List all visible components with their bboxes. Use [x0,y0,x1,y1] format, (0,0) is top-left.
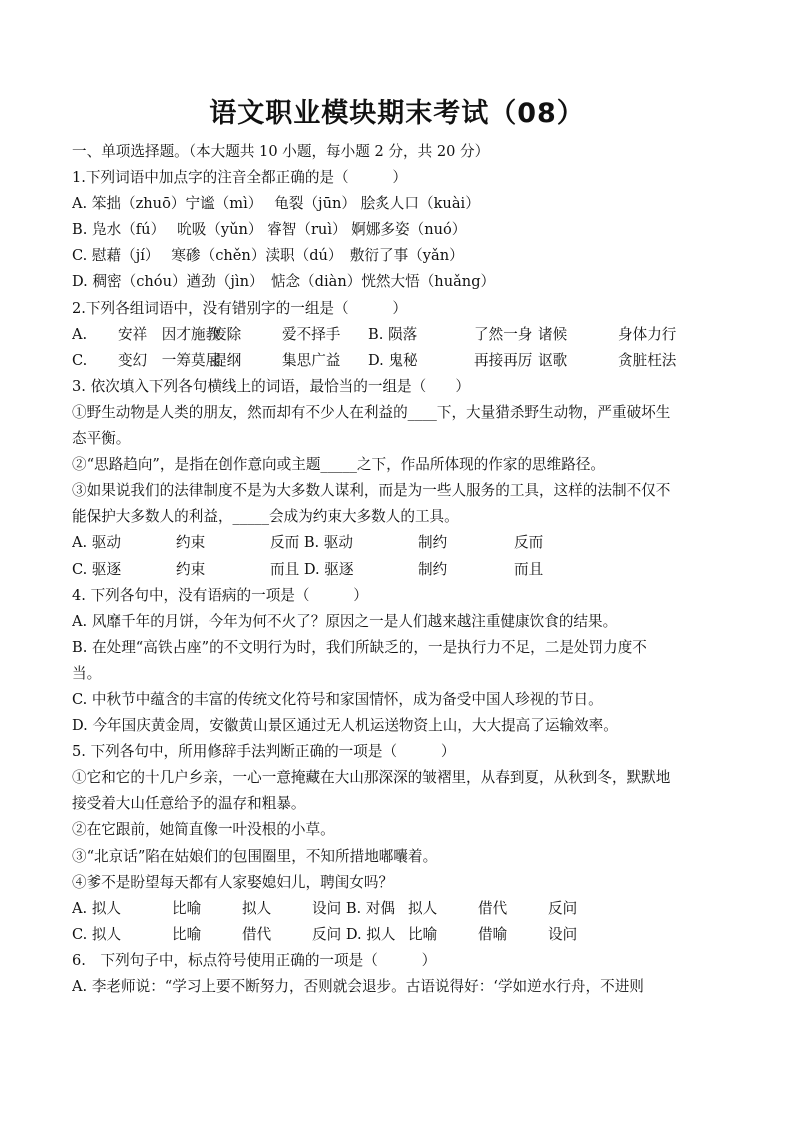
question-6-stem: 6. 下列句子中，标点符号使用正确的一项是（ ） [72,951,437,969]
option-cell: C. 驱逐 [72,560,122,578]
question-4-option-c: C. 中秋节中蕴含的丰富的传统文化符号和家国情怀，成为备受中国人珍视的节日。 [72,690,603,708]
option-cell: A. [72,325,88,343]
question-3-sentence-1: ①野生动物是人类的朋友，然而却有不少人在利益的____下，大量猎杀野生动物，严重破坏生 [72,403,671,421]
option-cell: 制约 [418,560,448,578]
option-cell: 借代 [478,899,508,917]
question-3-options-row-2 [72,557,722,583]
question-6-option-a: A. 李老师说：“学习上要不断努力，否则就会退步。古语说得好：‘学如逆水行舟，不进则 [72,978,644,995]
option-cell: 诸候 [538,325,568,343]
question-2-options-row-1 [72,322,722,348]
question-1-option-c: C. 慰藉（jí） 寒碜（chěn）渎职（dú） 敷衍了事（yǎn） [72,247,464,265]
option-cell: C. 拟人 [72,925,122,943]
option-cell: 再接再厉 [474,351,533,369]
question-5-sentence-2: ②在它跟前，她简直像一叶没根的小草。 [72,821,335,839]
option-cell: 讴歌 [538,351,568,369]
question-3-sentence-1-cont: 态平衡。 [72,430,131,448]
question-3-sentence-3-cont: 能保护大多数人的利益，_____会成为约束大多数人的工具。 [72,508,459,526]
option-cell: 反问 [548,899,578,917]
question-4-option-d: D. 今年国庆黄金周，安徽黄山景区通过无人机运送物资上山，大大提高了运输效率。 [72,717,618,735]
option-cell: 反而 [514,534,544,552]
question-2-options-row-2 [72,348,722,374]
question-5-sentence-4: ④爹不是盼望每天都有人家娶媳妇儿，聘闺女吗？ [72,873,394,891]
question-1-stem: 1.下列词语中加点字的注音全都正确的是（ ） [72,169,407,187]
question-3-stem: 3. 依次填入下列各句横线上的词语，最恰当的一组是（ ） [72,377,471,395]
option-cell: 变幻 一筹莫展 [118,351,221,369]
question-5-sentence-1: ①它和它的十几户乡亲，一心一意掩藏在大山那深深的皱褶里，从春到夏，从秋到冬，默默地 [72,769,671,787]
option-cell: D. 鬼秘 [368,351,418,369]
option-cell: 提纲 [212,351,242,369]
option-cell: C. [72,351,88,369]
option-cell: 借喻 [478,925,508,943]
question-3-sentence-2: ②“思路趋向”，是指在创作意向或主题_____之下，作品所体现的作家的思维路径。 [72,456,606,474]
question-3-sentence-3: ③如果说我们的法律制度不是为大多数人谋利，而是为一些人服务的工具，这样的法制不仅不 [72,482,671,500]
option-cell: 设问 [548,925,578,943]
option-cell: 约束 [176,560,206,578]
option-cell: A. 驱动 [72,534,122,552]
question-5-sentence-1-cont: 接受着大山任意给予的温存和粗暴。 [72,795,306,813]
option-cell: 设问 B. 对偶 [312,899,396,917]
option-cell: 约束 [176,534,206,552]
question-1-option-a: A. 笨拙（zhuō）宁谧（mì） 龟裂（jūn） 脍炙人口（kuài） [72,195,480,213]
question-5-stem: 5. 下列各句中，所用修辞手法判断正确的一项是（ ） [72,743,456,761]
option-cell: 比喻 [408,925,438,943]
section-heading: 一、单项选择题。（本大题共 10 小题，每小题 2 分，共 20 分） [72,143,490,160]
option-cell: B. 陨落 [368,325,418,343]
option-cell: 集思广益 [282,351,341,369]
option-cell: 身体力行 [618,325,677,343]
option-cell: 爱不择手 [282,325,341,343]
option-cell: 而且 [514,560,544,578]
option-cell: A. 拟人 [72,899,122,917]
question-5-sentence-3: ③“北京话”陷在姑娘们的包围圈里，不知所措地嘟囔着。 [72,847,438,865]
question-4-option-b: B. 在处理“高铁占座”的不文明行为时，我们所缺乏的，一是执行力不足，二是处罚力度不 [72,638,647,656]
option-cell: 反问 D. 拟人 [312,925,396,943]
question-5-options-row-1 [72,896,722,922]
exam-content [72,139,722,1000]
option-cell: 废除 [212,325,242,343]
question-5-options-row-2 [72,922,722,948]
option-cell: 了然一身 [474,325,533,343]
question-1-option-d: D. 稠密（chóu）遒劲（jìn） 惦念（diàn）恍然大悟（huǎng） [72,273,496,291]
question-2-stem: 2.下列各组词语中，没有错别字的一组是（ ） [72,299,407,317]
question-4-option-b-cont: 当。 [72,664,102,682]
question-4-option-a: A. 风靡千年的月饼，今年为何不火了？原因之一是人们越来越注重健康饮食的结果。 [72,612,618,630]
option-cell: 反而 B. 驱动 [270,534,354,552]
option-cell: 拟人 [408,899,438,917]
question-1-option-b: B. 凫水（fú） 吮吸（yǔn） 睿智（ruì） 婀娜多姿（nuó） [72,221,467,239]
option-cell: 比喻 [172,925,202,943]
option-cell: 制约 [418,534,448,552]
question-4-stem: 4. 下列各句中，没有语病的一项是（ ） [72,586,368,604]
page-title: 语文职业模块期末考试（08） [209,98,585,129]
option-cell: 比喻 [172,899,202,917]
option-cell: 借代 [242,925,272,943]
option-cell: 而且 D. 驱逐 [270,560,354,578]
option-cell: 贪脏枉法 [618,351,677,369]
option-cell: 拟人 [242,899,272,917]
question-3-options-row-1 [72,530,722,556]
option-cell: 安祥 因才施教 [118,325,221,343]
